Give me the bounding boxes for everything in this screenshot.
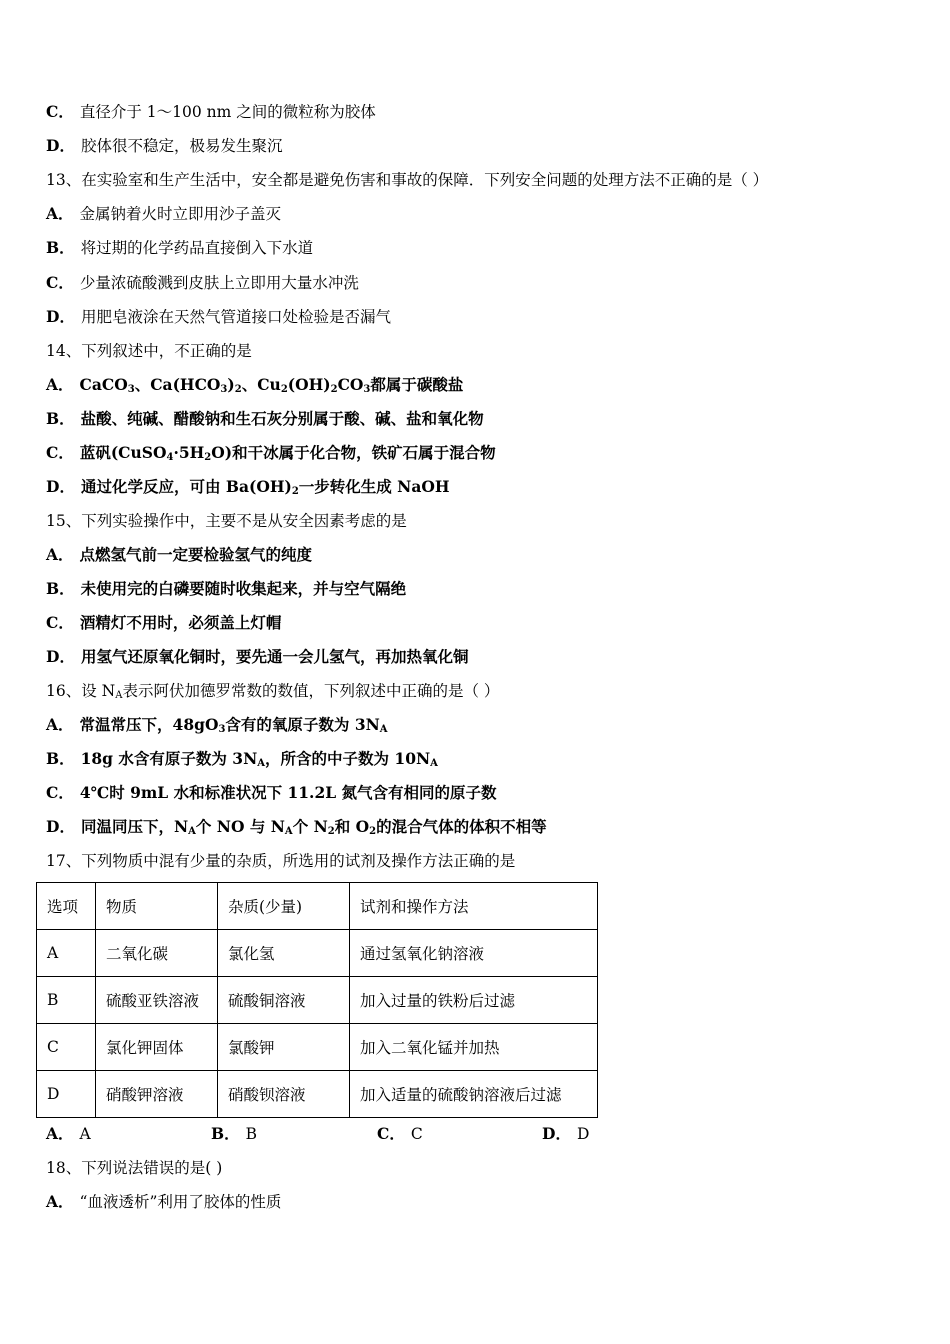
q12-option-d bbox=[46, 136, 282, 156]
q13-option-a bbox=[46, 204, 281, 224]
formula-part: 同温同压下，N bbox=[80, 817, 189, 836]
option-text: 点燃氢气前一定要检验氢气的纯度 bbox=[79, 545, 313, 564]
option-label: D． bbox=[46, 307, 75, 326]
q15-option-a bbox=[46, 545, 312, 565]
option-text: 用肥皂液涂在天然气管道接口处检验是否漏气 bbox=[80, 308, 391, 326]
subscript: 3 bbox=[220, 384, 228, 395]
option-label: B． bbox=[46, 579, 75, 598]
stem-part: 16、设 N bbox=[46, 682, 116, 700]
option-label: B． bbox=[46, 749, 75, 768]
option-text: 4℃时 9mL 水和标准状况下 11.2L 氮气含有相同的原子数 bbox=[79, 783, 497, 802]
q16-stem bbox=[46, 681, 499, 701]
table-cell: 加入过量的铁粉后过滤 bbox=[350, 977, 598, 1024]
subscript: 2 bbox=[280, 384, 288, 395]
q13-option-d bbox=[46, 307, 391, 327]
table-header-cell: 选项 bbox=[37, 883, 96, 930]
option-label: D． bbox=[46, 477, 75, 496]
table-cell: D bbox=[37, 1071, 96, 1118]
formula-part: O)和干冰属于化合物，铁矿石属于混合物 bbox=[211, 443, 496, 462]
answer-option-d bbox=[542, 1124, 589, 1144]
option-label: C． bbox=[46, 613, 74, 632]
option-text: B bbox=[245, 1125, 257, 1143]
subscript: A bbox=[430, 758, 438, 769]
table-header-cell: 物质 bbox=[96, 883, 218, 930]
option-label: A． bbox=[46, 204, 74, 223]
option-text: 少量浓硫酸溅到皮肤上立即用大量水冲洗 bbox=[79, 274, 359, 292]
formula-part: ，所含的中子数为 10N bbox=[265, 749, 431, 768]
q18-stem: 18、下列说法错误的是( ) bbox=[46, 1159, 223, 1177]
subscript: 2 bbox=[204, 452, 212, 463]
table-cell: B bbox=[37, 977, 96, 1024]
q17-stem: 17、下列物质中混有少量的杂质，所选用的试剂及操作方法正确的是 bbox=[46, 852, 516, 870]
answer-option-a bbox=[46, 1124, 91, 1144]
q15-option-b bbox=[46, 579, 406, 599]
subscript: 3 bbox=[127, 384, 135, 395]
subscript: 2 bbox=[330, 384, 338, 395]
table-row bbox=[37, 1071, 598, 1118]
table-row bbox=[37, 977, 598, 1024]
formula-part: 含有的氧原子数为 3N bbox=[225, 715, 380, 734]
formula-part: 个 N bbox=[292, 817, 328, 836]
formula-part: 18g 水含有原子数为 3N bbox=[80, 749, 258, 768]
option-label: C． bbox=[46, 273, 74, 292]
subscript: 3 bbox=[218, 724, 226, 735]
subscript: 3 bbox=[363, 384, 371, 395]
option-label: A． bbox=[46, 1124, 74, 1143]
table-header-cell: 试剂和操作方法 bbox=[350, 883, 598, 930]
q13-stem: 13、在实验室和生产生活中，安全都是避免伤害和事故的保障．下列安全问题的处理方法不正确的是（ ） bbox=[46, 171, 769, 189]
option-label: C． bbox=[46, 102, 74, 121]
q15-stem: 15、下列实验操作中，主要不是从安全因素考虑的是 bbox=[46, 512, 407, 530]
answer-option-c bbox=[377, 1124, 423, 1144]
subscript: 2 bbox=[369, 826, 377, 837]
table-cell: 硫酸铜溶液 bbox=[218, 977, 350, 1024]
formula-part: 、Ca(HCO bbox=[134, 375, 221, 394]
option-text: 酒精灯不用时，必须盖上灯帽 bbox=[79, 613, 282, 632]
option-label: B． bbox=[46, 409, 75, 428]
subscript: 4 bbox=[166, 452, 174, 463]
option-label: A． bbox=[46, 375, 74, 394]
formula-part: 和 O bbox=[334, 817, 370, 836]
option-label: D． bbox=[46, 647, 75, 666]
q14-option-b bbox=[46, 409, 484, 429]
subscript: 2 bbox=[327, 826, 335, 837]
table-cell: 硝酸钡溶液 bbox=[218, 1071, 350, 1118]
option-label: D． bbox=[46, 136, 75, 155]
table-cell: 硫酸亚铁溶液 bbox=[96, 977, 218, 1024]
option-label: D． bbox=[46, 817, 75, 836]
option-label: A． bbox=[46, 545, 74, 564]
option-text: 胶体很不稳定，极易发生聚沉 bbox=[80, 137, 283, 155]
formula-part: 一步转化生成 NaOH bbox=[298, 477, 450, 496]
q14-option-d bbox=[46, 477, 450, 497]
answer-option-b bbox=[211, 1124, 257, 1144]
table-cell: 氯化钾固体 bbox=[96, 1024, 218, 1071]
formula-part: CO bbox=[337, 375, 364, 394]
option-text: “血液透析”利用了胶体的性质 bbox=[79, 1193, 282, 1211]
option-text: 未使用完的白磷要随时收集起来，并与空气隔绝 bbox=[80, 579, 407, 598]
option-text: D bbox=[576, 1125, 590, 1143]
option-label: B． bbox=[46, 238, 75, 257]
table-cell: A bbox=[37, 930, 96, 977]
q16-option-d bbox=[46, 817, 547, 837]
option-label: C． bbox=[46, 443, 74, 462]
q17-table bbox=[36, 882, 598, 1118]
formula-part: (OH) bbox=[287, 375, 331, 394]
table-row bbox=[37, 1024, 598, 1071]
formula-part: 个 NO 与 N bbox=[195, 817, 285, 836]
option-text: 用氢气还原氧化铜时，要先通一会儿氢气，再加热氧化铜 bbox=[80, 647, 469, 666]
q16-option-a bbox=[46, 715, 388, 735]
formula-part: 的混合气体的体积不相等 bbox=[376, 817, 547, 836]
q15-option-d bbox=[46, 647, 468, 667]
formula-part: CaCO bbox=[79, 375, 128, 394]
option-text: 直径介于 1～100 nm 之间的微粒称为胶体 bbox=[79, 103, 376, 121]
option-label: A． bbox=[46, 1192, 74, 1211]
subscript: A bbox=[115, 690, 123, 701]
formula-part: 蓝矾(CuSO bbox=[79, 443, 167, 462]
q14-stem: 14、下列叙述中，不正确的是 bbox=[46, 342, 252, 360]
q16-option-c bbox=[46, 783, 497, 803]
option-label: D． bbox=[542, 1124, 571, 1143]
table-cell: 氯酸钾 bbox=[218, 1024, 350, 1071]
q13-option-c bbox=[46, 273, 359, 293]
formula-part: 都属于碳酸盐 bbox=[370, 375, 464, 394]
q16-option-b bbox=[46, 749, 438, 769]
formula-part: ·5H bbox=[173, 443, 205, 462]
option-label: A． bbox=[46, 715, 74, 734]
table-cell: 硝酸钾溶液 bbox=[96, 1071, 218, 1118]
option-text: 将过期的化学药品直接倒入下水道 bbox=[80, 239, 314, 257]
subscript: A bbox=[284, 826, 293, 837]
formula-part: 通过化学反应，可由 Ba(OH) bbox=[80, 477, 292, 496]
option-text: 盐酸、纯碱、醋酸钠和生石灰分别属于酸、碱、盐和氧化物 bbox=[80, 409, 484, 428]
q15-option-c bbox=[46, 613, 281, 633]
q12-option-c bbox=[46, 102, 376, 122]
table-row bbox=[37, 930, 598, 977]
option-text: C bbox=[410, 1125, 423, 1143]
formula-part: 常温常压下，48gO bbox=[79, 715, 219, 734]
subscript: A bbox=[379, 724, 388, 735]
formula-part: 、Cu bbox=[241, 375, 281, 394]
table-header-cell: 杂质(少量) bbox=[218, 883, 350, 930]
q13-option-b bbox=[46, 238, 313, 258]
table-cell: C bbox=[37, 1024, 96, 1071]
q18-option-a bbox=[46, 1192, 281, 1212]
option-label: B． bbox=[211, 1124, 240, 1143]
subscript: A bbox=[188, 826, 196, 837]
formula-part: ) bbox=[227, 375, 235, 394]
table-cell: 加入二氧化锰并加热 bbox=[350, 1024, 598, 1071]
table-header-row bbox=[37, 883, 598, 930]
table-cell: 氯化氢 bbox=[218, 930, 350, 977]
table-cell: 通过氢氧化钠溶液 bbox=[350, 930, 598, 977]
q14-option-a bbox=[46, 375, 463, 395]
subscript: 2 bbox=[291, 486, 299, 497]
subscript: A bbox=[257, 758, 266, 769]
q14-option-c bbox=[46, 443, 496, 463]
subscript: 2 bbox=[234, 384, 242, 395]
table-cell: 二氧化碳 bbox=[96, 930, 218, 977]
table-cell: 加入适量的硫酸钠溶液后过滤 bbox=[350, 1071, 598, 1118]
option-label: C． bbox=[46, 783, 74, 802]
option-text: A bbox=[79, 1125, 91, 1143]
option-label: C． bbox=[377, 1124, 405, 1143]
stem-part: 表示阿伏加德罗常数的数值，下列叙述中正确的是（ ） bbox=[122, 682, 500, 700]
option-text: 金属钠着火时立即用沙子盖灭 bbox=[79, 205, 282, 223]
